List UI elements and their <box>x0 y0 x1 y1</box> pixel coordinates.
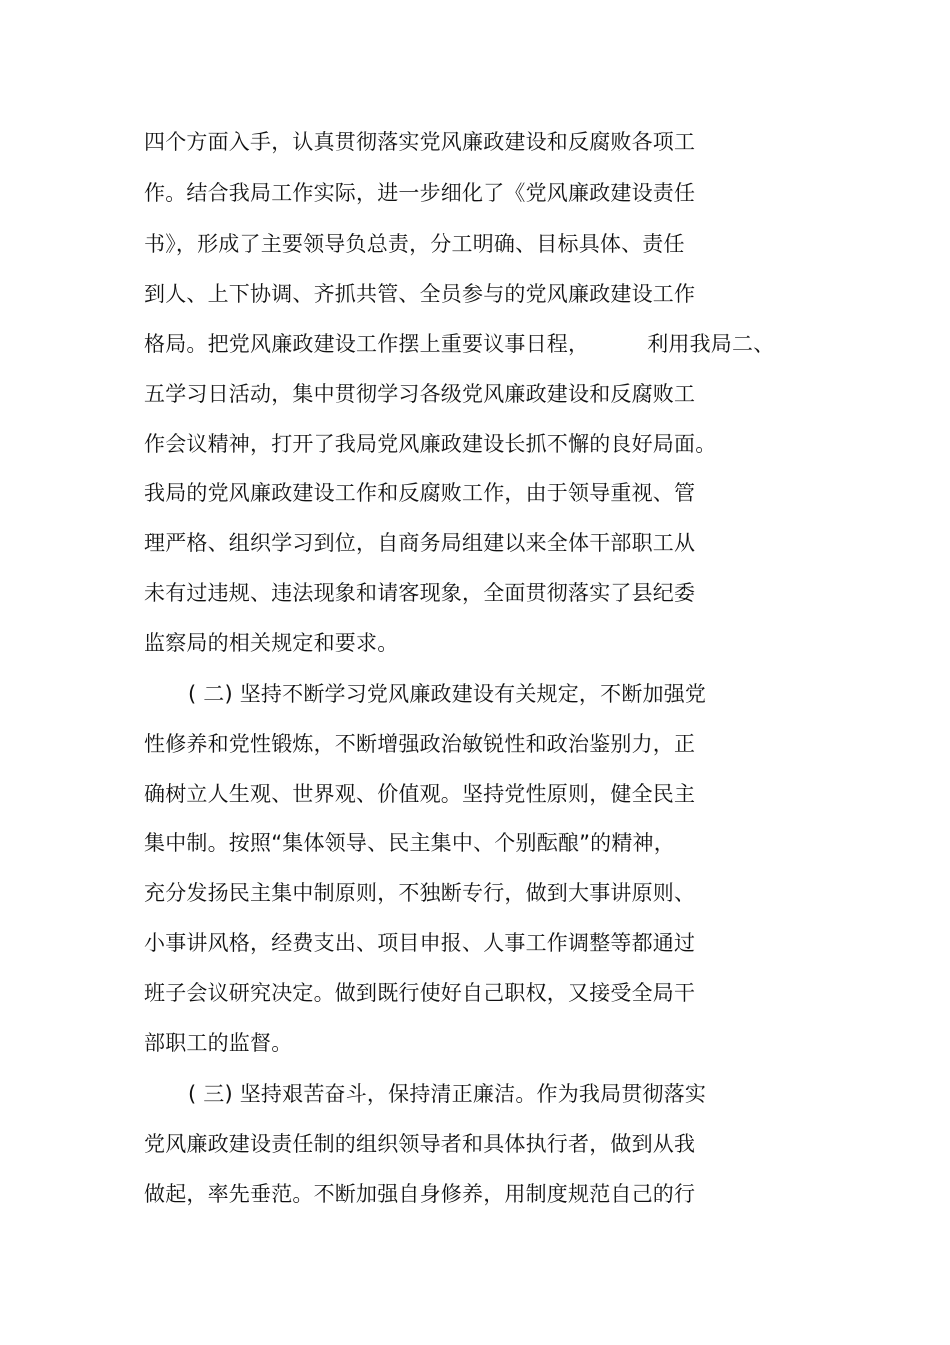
text-line: 集中制。按照“集体领导、民主集中、个别酝酿”的精神， <box>144 831 675 855</box>
text-line: 未有过违规、违法现象和请客现象，全面贯彻落实了县纪委 <box>144 581 696 605</box>
paragraph-start-line: ( 二) 坚持不断学习党风廉政建设有关规定，不断加强党 <box>188 682 707 706</box>
text-line: 部职工的监督。 <box>144 1031 293 1055</box>
text-line <box>144 331 774 357</box>
text-line: 到人、上下协调、齐抓共管、全员参与的党风廉政建设工作 <box>144 282 696 306</box>
text-line: 我局的党风廉政建设工作和反腐败工作，由于领导重视、管 <box>144 481 696 505</box>
text-segment: 格局。把党风廉政建设工作摆上重要议事日程， <box>144 332 590 356</box>
text-line: 确树立人生观、世界观、价值观。坚持党性原则，健全民主 <box>144 782 696 806</box>
text-line: 监察局的相关规定和要求。 <box>144 631 399 655</box>
text-line: 小事讲风格，经费支出、项目申报、人事工作调整等都通过 <box>144 931 696 955</box>
paragraph-start-line: ( 三) 坚持艰苦奋斗，保持清正廉洁。作为我局贯彻落实 <box>188 1082 707 1106</box>
text-line: 性修养和党性锻炼，不断增强政治敏锐性和政治鉴别力，正 <box>144 732 696 756</box>
text-segment: 利用我局二、 <box>647 332 775 356</box>
text-line: 党风廉政建设责任制的组织领导者和具体执行者，做到从我 <box>144 1132 696 1156</box>
text-line: 五学习日活动，集中贯彻学习各级党风廉政建设和反腐败工 <box>144 382 696 406</box>
text-line: 四个方面入手，认真贯彻落实党风廉政建设和反腐败各项工 <box>144 130 696 154</box>
text-line: 做起，率先垂范。不断加强自身修养，用制度规范自己的行 <box>144 1182 696 1206</box>
text-line: 作。结合我局工作实际，进一步细化了《党风廉政建设责任 <box>144 181 696 205</box>
text-line: 理严格、组织学习到位，自商务局组建以来全体干部职工从 <box>144 531 696 555</box>
text-line: 充分发扬民主集中制原则，不独断专行，做到大事讲原则、 <box>144 881 696 905</box>
text-line: 作会议精神，打开了我局党风廉政建设长抓不懈的良好局面。 <box>144 432 717 456</box>
text-line: 班子会议研究决定。做到既行使好自己职权，又接受全局干 <box>144 981 696 1005</box>
text-line: 书》，形成了主要领导负总责，分工明确、目标具体、责任 <box>144 232 685 256</box>
